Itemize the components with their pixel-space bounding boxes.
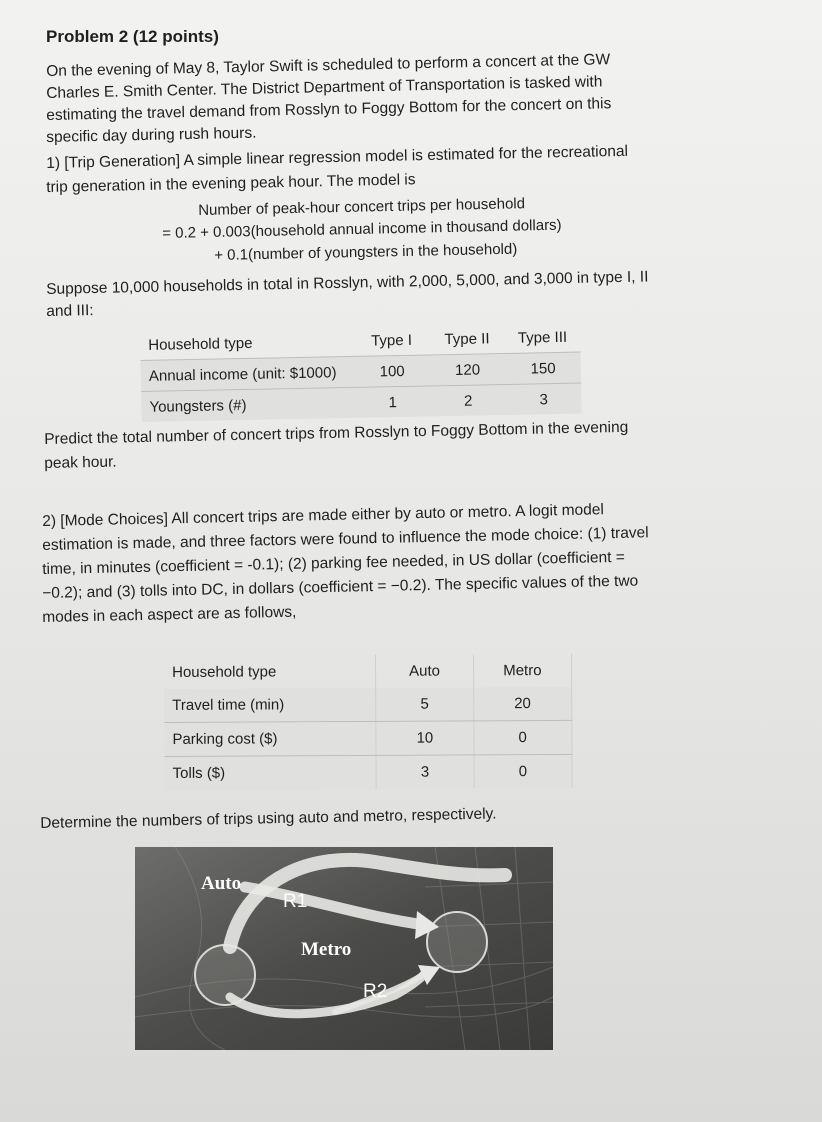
table-cell: 10 — [376, 721, 473, 756]
table-cell: Youngsters (#) — [141, 387, 355, 422]
part2-line-3: time, in minutes (coefficient = -0.1); (2) parking fee needed, in US dollar (coefficient = — [42, 548, 625, 578]
table-cell: 100 — [354, 355, 430, 387]
metro-label: Metro — [301, 939, 352, 960]
part1-heading-text: 1) [Trip Generation] A simple linear regression model is estimated for the recreational — [46, 142, 629, 172]
part2-line-5: modes in each aspect are as follows, — [42, 603, 297, 626]
table-header-cell: Household type — [140, 326, 354, 361]
part1-heading-line-2: trip generation in the evening peak hour. The model is — [46, 171, 416, 196]
table-header-cell: Type II — [429, 323, 505, 355]
table-cell: Annual income (unit: $1000) — [141, 356, 355, 391]
table-header-cell: Type I — [354, 324, 430, 356]
part2-question: Determine the numbers of trips using auto and metro, respectively. — [40, 805, 497, 832]
equation-line-3: + 0.1(number of youngsters in the household) — [214, 240, 518, 264]
table-cell: 2 — [430, 384, 506, 416]
foggy-bottom-destination-circle — [427, 912, 487, 972]
suppose-line-1: Suppose 10,000 households in total in Rosslyn, with 2,000, 5,000, and 3,000 in type I, II — [46, 268, 649, 298]
equation-line-2: = 0.2 + 0.003(household annual income in thousand dollars) — [162, 216, 562, 242]
table-cell: 150 — [505, 352, 581, 384]
intro-line-2: Charles E. Smith Center. The District Department of Transportation is tasked with — [46, 73, 603, 102]
table-header-row — [164, 654, 572, 689]
part2-line-1: 2) [Mode Choices] All concert trips are made either by auto or metro. A logit model — [42, 501, 605, 530]
table-cell: 120 — [430, 353, 506, 385]
table-header-cell: Household type — [164, 655, 376, 689]
part1-question-line-2: peak hour. — [44, 453, 117, 472]
part1-question-line-1: Predict the total number of concert trips from Rosslyn to Foggy Bottom in the evening — [44, 418, 629, 448]
table-cell: Tolls ($) — [165, 755, 377, 790]
household-income-table — [140, 322, 582, 422]
intro-line-1: On the evening of May 8, Taylor Swift is scheduled to perform a concert at the GW — [46, 51, 611, 80]
table-header-cell: Type III — [504, 322, 580, 354]
part2-line-2: estimation is made, and three factors were found to influence the mode choice: (1) travel — [42, 524, 649, 554]
table-row — [164, 687, 572, 723]
mode-choice-table — [164, 654, 573, 790]
table-cell: 5 — [376, 687, 473, 721]
aerial-route-map — [135, 847, 553, 1050]
r1-label: R1 — [283, 891, 308, 912]
table-cell: 0 — [473, 720, 572, 755]
table-cell: Travel time (min) — [164, 688, 376, 723]
table-cell: 1 — [355, 386, 431, 418]
equation-line-1: Number of peak-hour concert trips per household — [198, 195, 526, 219]
part2-line-4: −0.2); and (3) tolls into DC, in dollars (coefficient = −0.2). The specific values of the two — [42, 572, 639, 602]
auto-label: Auto — [201, 873, 242, 894]
table-cell: 3 — [376, 755, 473, 789]
r2-label: R2 — [363, 981, 388, 1002]
rosslyn-origin-circle — [195, 945, 255, 1005]
table-header-cell: Auto — [376, 654, 473, 688]
table-cell: Parking cost ($) — [164, 721, 376, 756]
problem-title: Problem 2 (12 points) — [46, 27, 219, 46]
table-cell: 3 — [506, 383, 582, 415]
intro-line-4: specific day during rush hours. — [46, 124, 257, 146]
intro-line-3: estimating the travel demand from Rosslyn to Foggy Bottom for the concert on this — [46, 95, 612, 124]
table-cell: 20 — [473, 687, 572, 721]
table-row — [165, 754, 573, 790]
suppose-line-2: and III: — [46, 302, 94, 320]
table-row — [164, 720, 572, 756]
table-cell: 0 — [474, 754, 573, 788]
table-header-cell: Metro — [473, 654, 572, 688]
